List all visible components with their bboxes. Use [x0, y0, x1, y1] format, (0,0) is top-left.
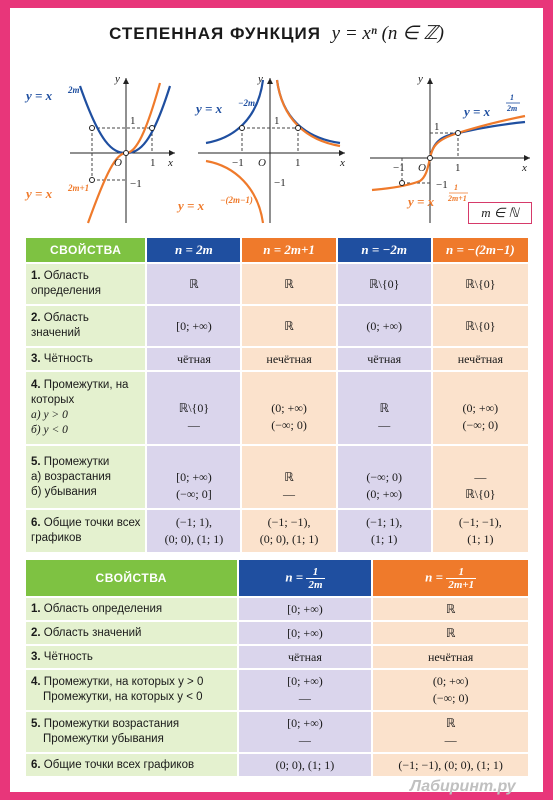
t1-row2-c2: ℝ [242, 306, 335, 346]
t1-header-neg2m: n = −2m [338, 238, 431, 262]
t1-row6-c3: (−1; 1), (1; 1) [338, 510, 431, 552]
properties-table-roots [24, 558, 530, 778]
g3-exp-den: 2m [507, 104, 518, 113]
t2-row6-label: 6. Общие точки всех графиков [26, 754, 237, 776]
t2-row3-c1: чётная [239, 646, 372, 668]
g2-tick-mone: −1 [274, 177, 286, 189]
graph-root-powers [370, 73, 530, 223]
t2-row3-c2: нечётная [373, 646, 528, 668]
t1-row6-c4: (−1; −1), (1; 1) [433, 510, 528, 552]
t1-row3-c3: чётная [338, 348, 431, 370]
g1-axis-x: x [168, 157, 173, 169]
g2-label-bottom: y = x [178, 198, 205, 213]
g3-origin: O [418, 162, 426, 174]
t2-row1-label: 1. Область определения [26, 598, 237, 620]
t1-row5-c1: [0; +∞) (−∞; 0] [147, 446, 240, 508]
t1-row5-c4: — ℝ\{0} [433, 446, 528, 508]
g2-tick-mone-x: −1 [232, 157, 244, 169]
t1-row-monotonic [26, 446, 528, 508]
t1-row1-c4: ℝ\{0} [433, 264, 528, 304]
g2-tick-one-x: 1 [295, 157, 301, 169]
g3-tick-one: 1 [434, 121, 440, 133]
t2-header-1-2m: n = $\frac{1}{2m}$ [239, 560, 372, 596]
t2-row-range [26, 622, 528, 644]
g3-label2-exp-num: 1 [454, 183, 458, 192]
graph-negative-powers [176, 73, 345, 223]
t2-row4-c1: [0; +∞) — [239, 670, 372, 710]
g1-label-top: y = x [26, 88, 53, 103]
t1-row4-c2: (0; +∞) (−∞; 0) [242, 372, 335, 444]
t1-row1-c1: ℝ [147, 264, 240, 304]
t1-row5-label: 5. Промежутки а) возрастания б) убывания [26, 446, 145, 508]
g3-tick-one-x: 1 [455, 162, 461, 174]
t1-row1-label: 1. Область определения [26, 264, 145, 304]
t1-header-neg2m1: n = −(2m−1) [433, 238, 528, 262]
t2-row6-c1: (0; 0), (1; 1) [239, 754, 372, 776]
t2-row2-label: 2. Область значений [26, 622, 237, 644]
g3-tick-mone-x: −1 [393, 162, 405, 174]
t2-row-monotonic [26, 712, 528, 752]
graphs-area [10, 58, 543, 228]
t2-row-parity [26, 646, 528, 668]
g1-tick-one: 1 [130, 115, 136, 127]
t1-row3-label: 3. Чётность [26, 348, 145, 370]
t1-row4-label: 4. Промежутки, на которых а) y > 0 б) y < 0 [26, 372, 145, 444]
t1-row5-c2: ℝ — [242, 446, 335, 508]
graph-even-odd-powers [24, 73, 175, 223]
t1-row3-c4: нечётная [433, 348, 528, 370]
g3-exp-num: 1 [510, 93, 514, 102]
g1-tick-one-x: 1 [150, 157, 156, 169]
t1-header-2m1: n = 2m+1 [242, 238, 335, 262]
g1-exp-top: 2m [68, 85, 80, 95]
m-natural-badge: m ∈ ℕ [468, 202, 532, 224]
page-title [10, 22, 543, 45]
t2-header-props: СВОЙСТВА [26, 560, 237, 596]
t2-row3-label: 3. Чётность [26, 646, 237, 668]
g1-exp-bottom: 2m+1 [68, 183, 90, 193]
t1-row6-c1: (−1; 1), (0; 0), (1; 1) [147, 510, 240, 552]
t1-row4-c4: (0; +∞) (−∞; 0) [433, 372, 528, 444]
t1-row3-c2: нечётная [242, 348, 335, 370]
t1-row-sign [26, 372, 528, 444]
g2-exp-top: −2m [238, 98, 255, 108]
t1-row2-c4: ℝ\{0} [433, 306, 528, 346]
t2-row-domain [26, 598, 528, 620]
t1-row-parity [26, 348, 528, 370]
g2-origin: O [258, 157, 266, 169]
t2-row-sign [26, 670, 528, 710]
g2-tick-one: 1 [274, 115, 280, 127]
t1-row2-c3: (0; +∞) [338, 306, 431, 346]
t2-row5-c2: ℝ — [373, 712, 528, 752]
t2-row1-c1: [0; +∞) [239, 598, 372, 620]
g2-axis-x: x [340, 157, 345, 169]
t2-row5-label: 5. Промежутки возрастания Промежутки убывания [26, 712, 237, 752]
properties-table-integer [24, 236, 530, 554]
watermark-logo: Лабиринт.ру [410, 778, 516, 795]
g1-axis-y: y [115, 73, 120, 85]
t2-row1-c2: ℝ [373, 598, 528, 620]
g2-axis-y: y [258, 73, 263, 85]
t1-row6-label: 6. Общие точки всех графиков [26, 510, 145, 552]
t1-row2-label: 2. Область значений [26, 306, 145, 346]
t2-header-1-2m1: n = $\frac{1}{2m+1}$ [373, 560, 528, 596]
title-formula: y = xⁿ (n ∈ ℤ) [331, 23, 444, 44]
t2-row5-c1: [0; +∞) — [239, 712, 372, 752]
t1-header-2m: n = 2m [147, 238, 240, 262]
t1-row1-c2: ℝ [242, 264, 335, 304]
t1-row2-c1: [0; +∞) [147, 306, 240, 346]
t1-row4-c3: ℝ — [338, 372, 431, 444]
g1-label-bottom: y = x [26, 186, 53, 201]
t2-row6-c2: (−1; −1), (0; 0), (1; 1) [373, 754, 528, 776]
t1-row-range [26, 306, 528, 346]
g3-axis-x: x [522, 162, 527, 174]
t2-row-common-points [26, 754, 528, 776]
g2-exp-bottom: −(2m−1) [220, 195, 253, 205]
t1-row4-c1: ℝ\{0} — [147, 372, 240, 444]
t1-row5-c3: (−∞; 0) (0; +∞) [338, 446, 431, 508]
t1-row1-c3: ℝ\{0} [338, 264, 431, 304]
title-text: СТЕПЕННАЯ ФУНКЦИЯ [109, 24, 321, 43]
t2-row4-c2: (0; +∞) (−∞; 0) [373, 670, 528, 710]
g1-tick-mone: −1 [130, 178, 142, 190]
t1-row6-c2: (−1; −1), (0; 0), (1; 1) [242, 510, 335, 552]
t1-row-domain [26, 264, 528, 304]
g3-tick-mone: −1 [436, 179, 448, 191]
t1-header-props: СВОЙСТВА [26, 238, 145, 262]
g3-label: y = x [464, 104, 491, 119]
g1-origin: O [114, 157, 122, 169]
sheet [10, 8, 543, 795]
t1-row-common-points [26, 510, 528, 552]
g3-label2-exp-den: 2m+1 [448, 194, 467, 203]
t2-row2-c1: [0; +∞) [239, 622, 372, 644]
t2-row2-c2: ℝ [373, 622, 528, 644]
g2-label-top: y = x [196, 101, 223, 116]
g3-label2: y = x [408, 194, 435, 209]
t1-row3-c1: чётная [147, 348, 240, 370]
g3-axis-y: y [418, 73, 423, 85]
t2-row4-label: 4. Промежутки, на которых y > 0 Промежутки, на которых y < 0 [26, 670, 237, 710]
